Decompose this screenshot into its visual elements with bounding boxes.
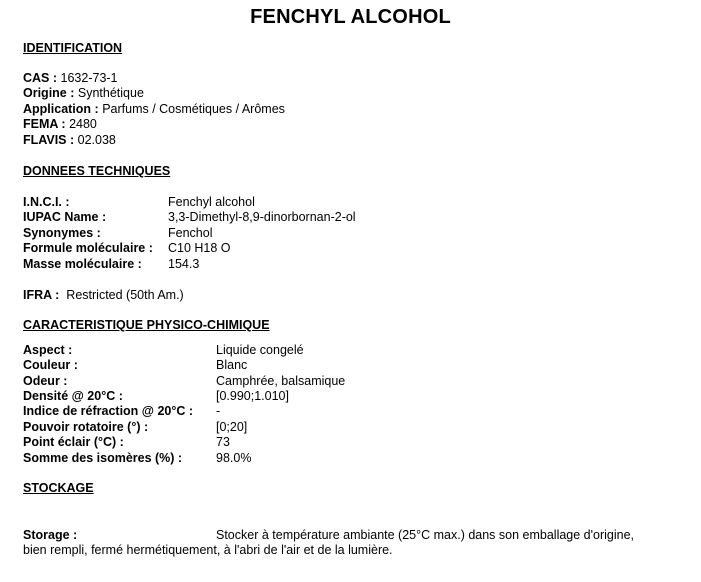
odeur-value: Camphrée, balsamique (216, 374, 346, 388)
application-value: Parfums / Cosmétiques / Arômes (102, 102, 285, 116)
masse-row (23, 257, 683, 272)
couleur-label: Couleur : (23, 358, 78, 372)
eclair-row (23, 435, 683, 450)
densite-row (23, 389, 683, 404)
densite-label: Densité @ 20°C : (23, 389, 123, 403)
refraction-value: - (216, 404, 221, 418)
application-line (23, 102, 285, 117)
flavis-line (23, 133, 116, 148)
masse-value: 154.3 (168, 257, 200, 271)
couleur-value: Blanc (216, 358, 248, 372)
iupac-value: 3,3-Dimethyl-8,9-dinorbornan-2-ol (168, 210, 356, 224)
inci-label: I.N.C.I. : (23, 195, 70, 209)
masse-label: Masse moléculaire : (23, 257, 142, 271)
eclair-value: 73 (216, 435, 230, 449)
storage-value-line2: bien rempli, fermé hermétiquement, à l'abri de l'air et de la lumière. (23, 543, 393, 557)
odeur-row (23, 374, 683, 389)
fema-value: 2480 (69, 117, 97, 131)
iupac-row (23, 210, 683, 225)
formule-label: Formule moléculaire : (23, 241, 153, 255)
physico-heading: CARACTERISTIQUE PHYSICO-CHIMIQUE (23, 318, 270, 332)
origine-value: Synthétique (77, 86, 144, 100)
eclair-label: Point éclair (°C) : (23, 435, 124, 449)
inci-row (23, 195, 683, 210)
rotatoire-label: Pouvoir rotatoire (°) : (23, 420, 149, 434)
ifra-label: IFRA : (23, 288, 60, 302)
cas-value: 1632-73-1 (60, 71, 118, 85)
fema-label: FEMA : (23, 117, 66, 131)
cas-label: CAS : (23, 71, 58, 85)
flavis-value: 02.038 (77, 133, 116, 147)
origine-line (23, 86, 144, 101)
storage-value-line1: Stocker à température ambiante (25°C max.) dans son emballage d'origine, (216, 528, 635, 542)
formule-row (23, 241, 683, 256)
storage-label: Storage : (23, 528, 78, 542)
application-label: Application : (23, 102, 99, 116)
flavis-label: FLAVIS : (23, 133, 75, 147)
ifra-value: Restricted (50th Am.) (66, 288, 184, 302)
inci-value: Fenchyl alcohol (168, 195, 255, 209)
synonymes-label: Synonymes : (23, 226, 101, 240)
isomeres-label: Somme des isomères (%) : (23, 451, 183, 465)
fema-line (23, 117, 97, 132)
rotatoire-row (23, 420, 683, 435)
isomeres-row (23, 451, 683, 466)
refraction-label: Indice de réfraction @ 20°C : (23, 404, 194, 418)
refraction-row (23, 404, 683, 419)
ifra-line (23, 288, 184, 303)
document-title: FENCHYL ALCOHOL (250, 6, 451, 28)
synonymes-row (23, 226, 683, 241)
iupac-label: IUPAC Name : (23, 210, 107, 224)
densite-value: [0.990;1.010] (216, 389, 289, 403)
identification-heading: IDENTIFICATION (23, 41, 123, 55)
cas-line (23, 71, 118, 86)
aspect-label: Aspect : (23, 343, 73, 357)
storage-heading: STOCKAGE (23, 481, 94, 495)
aspect-value: Liquide congelé (216, 343, 304, 357)
odeur-label: Odeur : (23, 374, 68, 388)
synonymes-value: Fenchol (168, 226, 213, 240)
technical-heading: DONNEES TECHNIQUES (23, 164, 171, 178)
isomeres-value: 98.0% (216, 451, 252, 465)
rotatoire-value: [0;20] (216, 420, 248, 434)
origine-label: Origine : (23, 86, 75, 100)
aspect-row (23, 343, 683, 358)
storage-row (23, 528, 683, 543)
couleur-row (23, 358, 683, 373)
formule-value: C10 H18 O (168, 241, 231, 255)
